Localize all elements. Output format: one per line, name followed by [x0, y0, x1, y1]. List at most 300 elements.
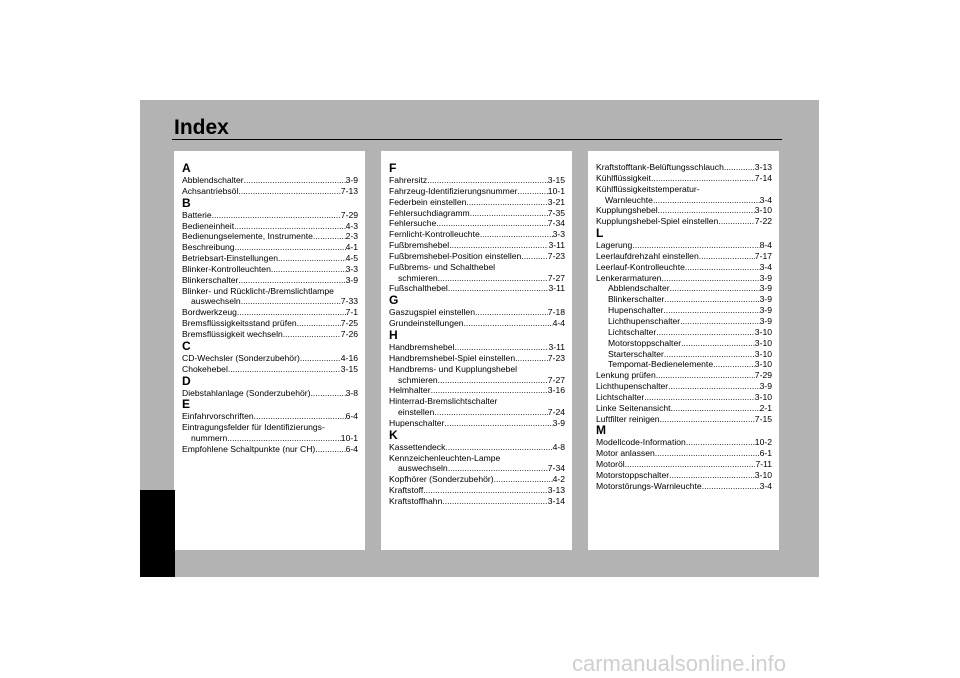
dot-leader	[313, 231, 346, 242]
dot-leader	[297, 318, 341, 329]
index-entry-heading: Blinker- und Rücklicht-/Bremslichtlampe	[182, 285, 334, 296]
index-entry	[182, 411, 358, 422]
index-entry-text: auswechseln	[191, 296, 241, 307]
index-entry-page: 7-29	[340, 209, 358, 220]
index-entry-page: 3-9	[759, 294, 772, 305]
dot-leader	[311, 388, 346, 399]
dot-leader	[660, 414, 755, 425]
index-entry-page: 3-10	[754, 469, 772, 480]
dot-leader	[671, 403, 760, 414]
watermark: carmanualsonline.info	[572, 651, 787, 676]
index-letter-heading: G	[389, 293, 399, 308]
index-entry-page: 7-26	[340, 328, 358, 339]
index-entry	[182, 444, 358, 455]
index-entry	[596, 262, 772, 273]
index-entry-page: 7-35	[547, 207, 565, 218]
index-entry-text: Bedienungselemente, Instrumente	[182, 231, 313, 242]
title-rule	[172, 139, 782, 140]
dot-leader	[664, 349, 755, 360]
index-entry-text: Lagerung	[596, 240, 633, 251]
index-entry-page: 3-11	[548, 240, 565, 251]
dot-leader	[664, 294, 759, 305]
dot-leader	[315, 444, 345, 455]
index-entry-page: 7-1	[345, 307, 358, 318]
dot-leader	[283, 329, 341, 340]
index-entry	[389, 251, 565, 262]
index-entry-text: Fußschalthebel	[389, 283, 448, 294]
dot-leader	[300, 353, 341, 364]
index-entry	[596, 195, 772, 206]
index-entry-page: 3-14	[547, 495, 565, 506]
index-entry-text: Motoröl	[596, 459, 625, 470]
index-entry-text: Modellcode-Information	[596, 437, 686, 448]
index-entry-page: 4-3	[345, 220, 358, 231]
index-entry-page: 3-10	[754, 337, 772, 348]
dot-leader	[699, 251, 755, 262]
dot-leader	[427, 175, 548, 186]
dot-leader	[438, 273, 548, 284]
index-entry-text: Kassettendeck	[389, 441, 446, 452]
index-entry-text: Motorstoppschalter	[608, 337, 682, 348]
index-entry-page: 7-15	[754, 413, 772, 424]
dot-leader	[475, 307, 548, 318]
index-entry-text: Lenkerarmaturen	[596, 272, 662, 283]
dot-leader	[644, 392, 755, 403]
index-column-1	[174, 151, 365, 550]
index-entry	[596, 173, 772, 184]
index-entry-page: 4-1	[345, 242, 358, 253]
index-entry	[182, 275, 358, 286]
dot-leader	[470, 208, 548, 219]
index-entry-text: Motor anlassen	[596, 448, 655, 459]
dot-leader	[423, 485, 548, 496]
dot-leader	[448, 463, 548, 474]
index-entry-text: Fehlersuchdiagramm	[389, 207, 470, 218]
index-entry-text: Fußbremshebel-Position einstellen	[389, 250, 522, 261]
index-entry-page: 3-13	[547, 485, 565, 496]
dot-leader	[656, 370, 755, 381]
dot-leader	[655, 448, 760, 459]
index-entry-page: 3-10	[754, 391, 772, 402]
index-entry-text: Lichtschalter	[596, 391, 645, 402]
index-entry-text: Lichthupenschalter	[608, 315, 681, 326]
index-entry	[389, 442, 565, 453]
index-entry	[182, 329, 358, 340]
index-entry-text: Blinkerschalter	[608, 294, 665, 305]
index-entry-page: 7-13	[340, 185, 358, 196]
index-entry	[389, 218, 565, 229]
index-entry	[389, 496, 565, 507]
dot-leader	[436, 218, 548, 229]
index-entry	[389, 240, 565, 251]
index-entry-page: 3-15	[547, 175, 565, 185]
dot-leader	[464, 318, 553, 329]
dot-leader	[254, 411, 346, 422]
index-entry	[389, 353, 565, 364]
index-entry	[182, 364, 358, 375]
dot-leader	[466, 197, 547, 208]
index-entry	[389, 229, 565, 240]
index-entry-text: Lichthupenschalter	[596, 381, 669, 392]
index-entry	[182, 231, 358, 242]
index-entry-text: Bremsflüssigkeit wechseln	[182, 328, 283, 339]
index-entry	[596, 459, 772, 470]
index-entry-text: Grundeinstellungen	[389, 318, 464, 329]
index-entry	[596, 316, 772, 327]
index-entry-text: Fußbremshebel	[389, 240, 450, 251]
index-entry-text: Motorstoppschalter	[596, 469, 670, 480]
dot-leader	[238, 186, 340, 197]
index-entry-text: auswechseln	[398, 463, 448, 474]
index-entry	[389, 342, 565, 353]
index-entry	[389, 407, 565, 418]
dot-leader	[669, 470, 755, 481]
index-entry-page: 4-2	[552, 474, 565, 485]
index-entry-text: Abblendschalter	[608, 283, 670, 294]
index-entry-page: 3-9	[552, 417, 565, 428]
index-entry-text: Bordwerkzeug	[182, 307, 237, 318]
index-entry	[182, 433, 358, 444]
dot-leader	[238, 275, 345, 286]
index-entry-page: 7-23	[547, 352, 565, 363]
index-entry-text: Leerlauf-Kontrolleuchte	[596, 261, 685, 272]
index-entry	[389, 283, 565, 294]
index-entry	[182, 264, 358, 275]
dot-leader	[431, 385, 548, 396]
index-entry-page: 3-10	[754, 326, 772, 337]
index-entry-page: 3-9	[759, 315, 772, 326]
dot-leader	[680, 316, 759, 327]
dot-leader	[444, 418, 552, 429]
index-entry-text: Hupenschalter	[608, 305, 664, 316]
dot-leader	[651, 173, 755, 184]
index-letter-heading: B	[182, 195, 191, 210]
index-entry-text: Fehlersuche	[389, 218, 437, 229]
index-entry	[389, 307, 565, 318]
index-entry-text: Fahrersitz	[389, 175, 428, 185]
index-entry-text: Diebstahlanlage (Sonderzubehör)	[182, 387, 311, 398]
dot-leader	[686, 437, 755, 448]
dot-leader	[685, 262, 760, 273]
index-entry	[389, 186, 565, 197]
dot-leader	[632, 240, 759, 251]
index-entry-page: 3-10	[754, 359, 772, 370]
index-entry-text: Chokehebel	[182, 363, 228, 374]
index-entry-page: 3-8	[345, 387, 358, 398]
index-entry-text: Achsantriebsöl	[182, 185, 239, 196]
index-entry	[596, 359, 772, 370]
index-entry-text: Warnleuchte	[605, 194, 653, 205]
index-entry	[182, 186, 358, 197]
index-entry-text: Gaszugspiel einstellen	[389, 307, 475, 318]
index-entry	[389, 197, 565, 208]
index-entry-page: 6-4	[345, 443, 358, 454]
index-entry-page: 7-11	[755, 459, 772, 470]
index-entry-page: 3-4	[759, 194, 772, 205]
index-entry-text: Starterschalter	[608, 348, 664, 359]
chapter-tab-marker	[140, 490, 175, 577]
dot-leader	[658, 205, 755, 216]
index-entry	[182, 296, 358, 307]
index-entry-text: Luftfilter reinigen	[596, 413, 660, 424]
index-entry	[596, 251, 772, 262]
index-entry-text: Linke Seitenansicht	[596, 402, 671, 413]
index-entry-page: 3-9	[345, 274, 358, 285]
index-entry-heading: Eintragungsfelder für Identifizierungs-	[182, 422, 325, 433]
index-entry-page: 3-9	[345, 175, 358, 185]
index-entry-text: Kraftstoff	[389, 485, 424, 496]
dot-leader	[724, 162, 755, 173]
dot-leader	[670, 283, 760, 294]
dot-leader	[718, 216, 754, 227]
index-entry-page: 3-4	[759, 480, 772, 491]
index-entry	[596, 162, 772, 173]
index-letter-heading: C	[182, 338, 191, 353]
index-entry	[596, 448, 772, 459]
index-entry	[596, 470, 772, 481]
dot-leader	[434, 407, 547, 418]
index-entry-text: Lichtschalter	[608, 326, 657, 337]
index-entry-page: 3-3	[552, 229, 565, 240]
index-letter-heading: H	[389, 327, 398, 342]
index-entry	[596, 338, 772, 349]
index-entry	[182, 253, 358, 264]
dot-leader	[212, 210, 341, 221]
dot-leader	[494, 474, 553, 485]
index-entry-text: Handbremshebel-Spiel einstellen	[389, 352, 516, 363]
index-entry-text: Fernlicht-Kontrolleuchte	[389, 229, 480, 240]
index-entry-page: 3-3	[345, 263, 358, 274]
index-entry	[596, 273, 772, 284]
index-entry-text: Kraftstofftank-Belüftungsschlauch	[596, 162, 724, 172]
index-entry-page: 3-11	[548, 283, 565, 294]
index-entry-heading: Kühlflüssigkeitstemperatur-	[596, 183, 700, 194]
index-entry-page: 7-27	[547, 374, 565, 385]
dot-leader	[227, 433, 341, 444]
index-entry-text: Beschreibung	[182, 242, 235, 253]
index-entry-text: Kupplungshebel-Spiel einstellen	[596, 216, 719, 227]
index-entry-text: Hupenschalter	[389, 417, 445, 428]
index-entry-text: Bremsflüssigkeitsstand prüfen	[182, 318, 297, 329]
dot-leader	[518, 186, 548, 197]
dot-leader	[661, 273, 759, 284]
index-entry-page: 4-8	[552, 441, 565, 452]
index-entry-page: 7-23	[547, 250, 565, 261]
index-entry	[389, 208, 565, 219]
index-entry-text: Handbremshebel	[389, 341, 455, 352]
index-entry-page: 3-9	[759, 283, 772, 294]
index-entry-text: Motorstörungs-Warnleuchte	[596, 480, 702, 491]
index-entry	[596, 403, 772, 414]
index-entry	[389, 273, 565, 284]
index-entry	[182, 307, 358, 318]
index-entry	[596, 240, 772, 251]
index-entry-text: Kraftstoffhahn	[389, 495, 443, 506]
index-entry-text: Leerlaufdrehzahl einstellen	[596, 250, 699, 261]
index-entry	[182, 175, 358, 186]
index-entry-page: 7-33	[340, 296, 358, 307]
index-entry-text: Tempomat-Bedienelemente	[608, 359, 714, 370]
index-entry-text: einstellen	[398, 407, 435, 418]
index-entry	[596, 437, 772, 448]
dot-leader	[237, 307, 346, 318]
dot-leader	[515, 353, 548, 364]
dot-leader	[442, 496, 547, 507]
index-entry-text: CD-Wechsler (Sonderzubehör)	[182, 352, 300, 363]
index-entry-text: schmieren	[398, 374, 438, 385]
dot-leader	[681, 338, 755, 349]
index-entry-page: 3-9	[759, 272, 772, 283]
index-entry-text: Kühlflüssigkeit	[596, 172, 651, 183]
index-column-2	[381, 151, 572, 550]
index-entry-page: 7-27	[547, 272, 565, 283]
index-entry-text: Einfahrvorschriften	[182, 411, 254, 422]
index-entry	[389, 485, 565, 496]
dot-leader	[234, 221, 345, 232]
index-entry	[389, 318, 565, 329]
index-entry	[182, 388, 358, 399]
index-entry-page: 7-24	[547, 407, 565, 418]
index-entry	[389, 375, 565, 386]
index-entry-text: Abblendschalter	[182, 175, 244, 185]
index-entry	[596, 381, 772, 392]
index-entry-page: 7-17	[754, 250, 772, 261]
index-entry-text: Batterie	[182, 209, 212, 220]
page-title: Index	[174, 116, 229, 139]
index-entry-text: Bedieneinheit	[182, 220, 235, 231]
index-entry-text: Blinkerschalter	[182, 274, 239, 285]
index-entry	[596, 283, 772, 294]
index-entry-text: Lenkung prüfen	[596, 370, 656, 381]
index-entry-heading: Fußbrems- und Schalthebel	[389, 261, 496, 272]
index-entry-page: 3-15	[340, 363, 358, 374]
index-entry-text: Kupplungshebel	[596, 205, 658, 216]
index-entry-page: 6-1	[759, 448, 772, 459]
index-entry	[596, 205, 772, 216]
index-entry-page: 7-34	[547, 218, 565, 229]
index-letter-heading: D	[182, 373, 191, 388]
index-entry-text: Fahrzeug-Identifizierungsnummer	[389, 185, 518, 196]
dot-leader	[656, 327, 755, 338]
index-letter-heading: K	[389, 427, 398, 442]
index-entry-page: 7-22	[754, 216, 772, 227]
index-entry-page: 4-5	[345, 253, 358, 264]
index-entry	[182, 221, 358, 232]
index-entry-page: 7-25	[340, 318, 358, 329]
dot-leader	[521, 251, 547, 262]
index-entry	[389, 474, 565, 485]
index-entry	[596, 305, 772, 316]
dot-leader	[278, 253, 346, 264]
dot-leader	[271, 264, 346, 275]
index-entry	[182, 353, 358, 364]
index-entry-page: 6-4	[345, 411, 358, 422]
index-entry	[596, 414, 772, 425]
index-column-3	[588, 151, 779, 550]
dot-leader	[244, 175, 346, 186]
index-entry-text: Kopfhörer (Sonderzubehör)	[389, 474, 494, 485]
index-entry-page: 3-4	[759, 261, 772, 272]
index-entry-page: 10-1	[340, 433, 358, 444]
dot-leader	[668, 381, 759, 392]
dot-leader	[438, 375, 548, 386]
index-entry-page: 3-21	[547, 196, 565, 207]
index-entry	[596, 370, 772, 381]
index-entry-page: 7-34	[547, 463, 565, 474]
index-entry	[389, 418, 565, 429]
index-entry-page: 4-4	[552, 318, 565, 329]
dot-leader	[448, 283, 549, 294]
index-entry-page: 7-14	[754, 172, 772, 183]
index-entry	[596, 392, 772, 403]
index-letter-heading: M	[596, 423, 606, 438]
index-entry-text: Blinker-Kontrolleuchten	[182, 263, 271, 274]
index-entry-heading: Handbrems- und Kupplungshebel	[389, 363, 518, 374]
dot-leader	[713, 359, 755, 370]
dot-leader	[480, 229, 553, 240]
index-entry-page: 7-18	[547, 307, 565, 318]
dot-leader	[625, 459, 756, 470]
dot-leader	[445, 442, 552, 453]
index-entry-page: 3-16	[547, 385, 565, 396]
index-entry	[182, 242, 358, 253]
index-entry-page: 8-4	[759, 240, 772, 251]
index-entry-page: 3-11	[548, 341, 565, 352]
index-entry-page: 2-3	[345, 231, 358, 242]
index-entry-page: 3-9	[759, 305, 772, 316]
index-entry-text: Betriebsart-Einstellungen	[182, 253, 279, 264]
dot-leader	[454, 342, 548, 353]
index-entry	[596, 481, 772, 492]
index-entry	[389, 385, 565, 396]
dot-leader	[449, 240, 548, 251]
index-entry	[389, 175, 565, 186]
index-entry	[596, 327, 772, 338]
index-entry-text: nummern	[191, 433, 228, 444]
index-entry-page: 3-13	[754, 162, 772, 172]
index-entry-page: 2-1	[759, 402, 772, 413]
index-entry-page: 10-1	[547, 185, 565, 196]
index-entry-page: 7-29	[754, 370, 772, 381]
index-entry	[596, 349, 772, 360]
dot-leader	[228, 364, 341, 375]
index-entry-heading: Hinterrad-Bremslichtschalter	[389, 396, 498, 407]
index-entry-page: 10-2	[754, 437, 772, 448]
index-entry-page: 3-10	[754, 205, 772, 216]
index-letter-heading: F	[389, 161, 397, 175]
index-entry	[182, 210, 358, 221]
index-entry-text: Empfohlene Schaltpunkte (nur CH)	[182, 443, 316, 454]
index-entry	[596, 294, 772, 305]
dot-leader	[663, 305, 759, 316]
index-letter-heading: L	[596, 226, 604, 241]
index-entry-text: schmieren	[398, 272, 438, 283]
index-entry-page: 3-9	[759, 381, 772, 392]
dot-leader	[702, 481, 760, 492]
dot-leader	[241, 296, 341, 307]
index-entry	[389, 463, 565, 474]
index-entry	[182, 318, 358, 329]
index-entry-heading: Kennzeichenleuchten-Lampe	[389, 452, 501, 463]
index-letter-heading: A	[182, 161, 191, 175]
dot-leader	[653, 195, 760, 206]
index-entry-page: 4-16	[340, 352, 358, 363]
index-entry	[596, 216, 772, 227]
index-entry-text: Federbein einstellen	[389, 196, 467, 207]
dot-leader	[235, 242, 346, 253]
index-letter-heading: E	[182, 397, 191, 412]
index-entry-page: 3-10	[754, 348, 772, 359]
